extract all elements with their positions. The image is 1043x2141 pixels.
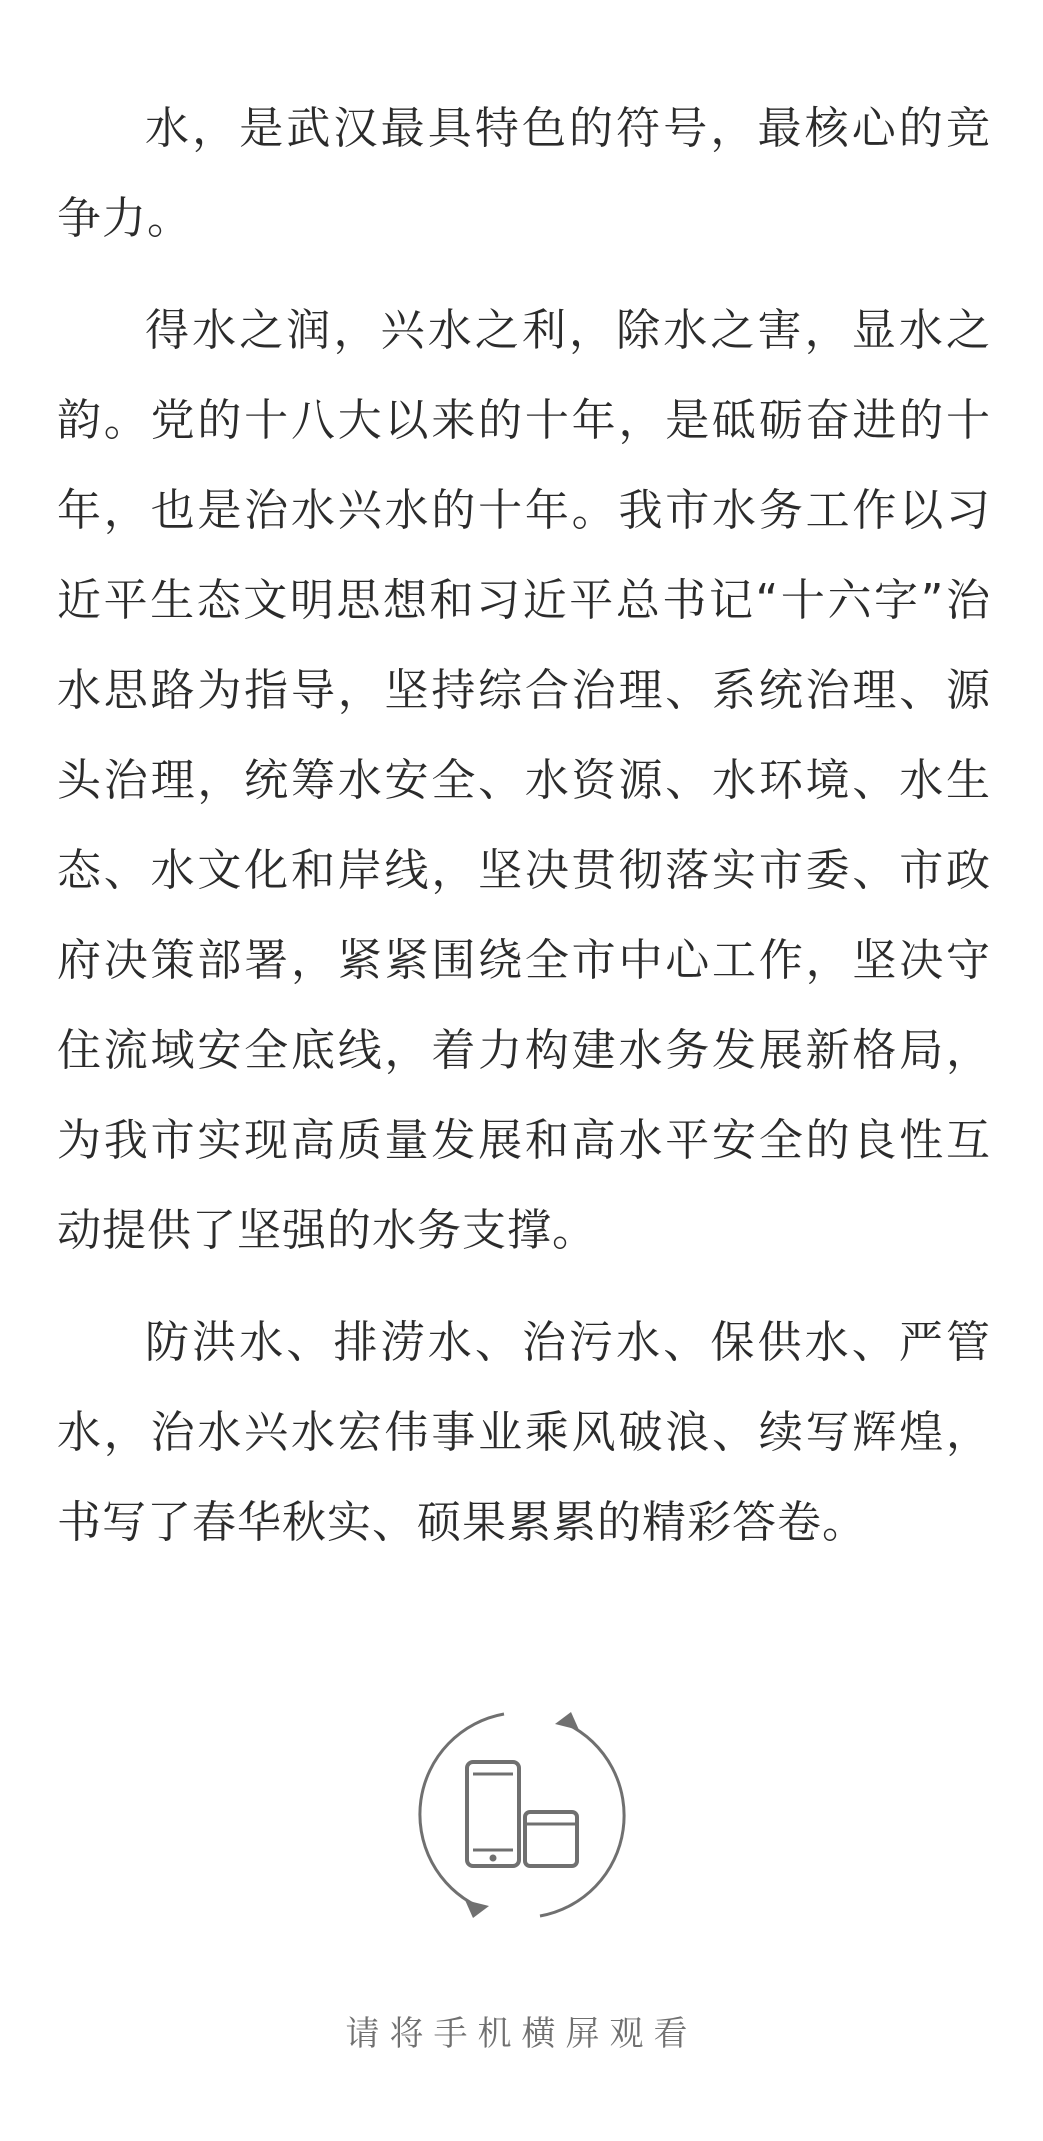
paragraph-main: 得水之润，兴水之利，除水之害，显水之韵。党的十八大以来的十年，是砥砺奋进的十年，也是治水兴水的十年。我市水务工作以习近平生态文明思想和习近平总书记“十六字”治水思路为指导，坚持综合治理、系统治理、源头治理，统筹水安全、水资源、水环境、水生态、水文化和岸线，坚决贯彻落实市委、市政府决策部署，紧紧围绕全市中心工作，坚决守住流域安全底线，着力构建水务发展新格局，为我市实现高质量发展和高水平安全的良性互动提供了坚强的水务支撑。 xyxy=(57,305,991,1256)
rotate-hint xyxy=(0,1700,1043,2055)
paragraph-closing: 防洪水、排涝水、治污水、保供水、严管水，治水兴水宏伟事业乘风破浪、续写辉煌，书写了春华秋实、硕果累累的精彩答卷。 xyxy=(57,1317,991,1548)
rotate-phone-icon xyxy=(407,1700,637,1930)
paragraph-intro: 水，是武汉最具特色的符号，最核心的竞争力。 xyxy=(57,103,991,244)
article-body xyxy=(57,84,991,1590)
rotate-hint-text: 请将手机横屏观看 xyxy=(345,2014,698,2054)
